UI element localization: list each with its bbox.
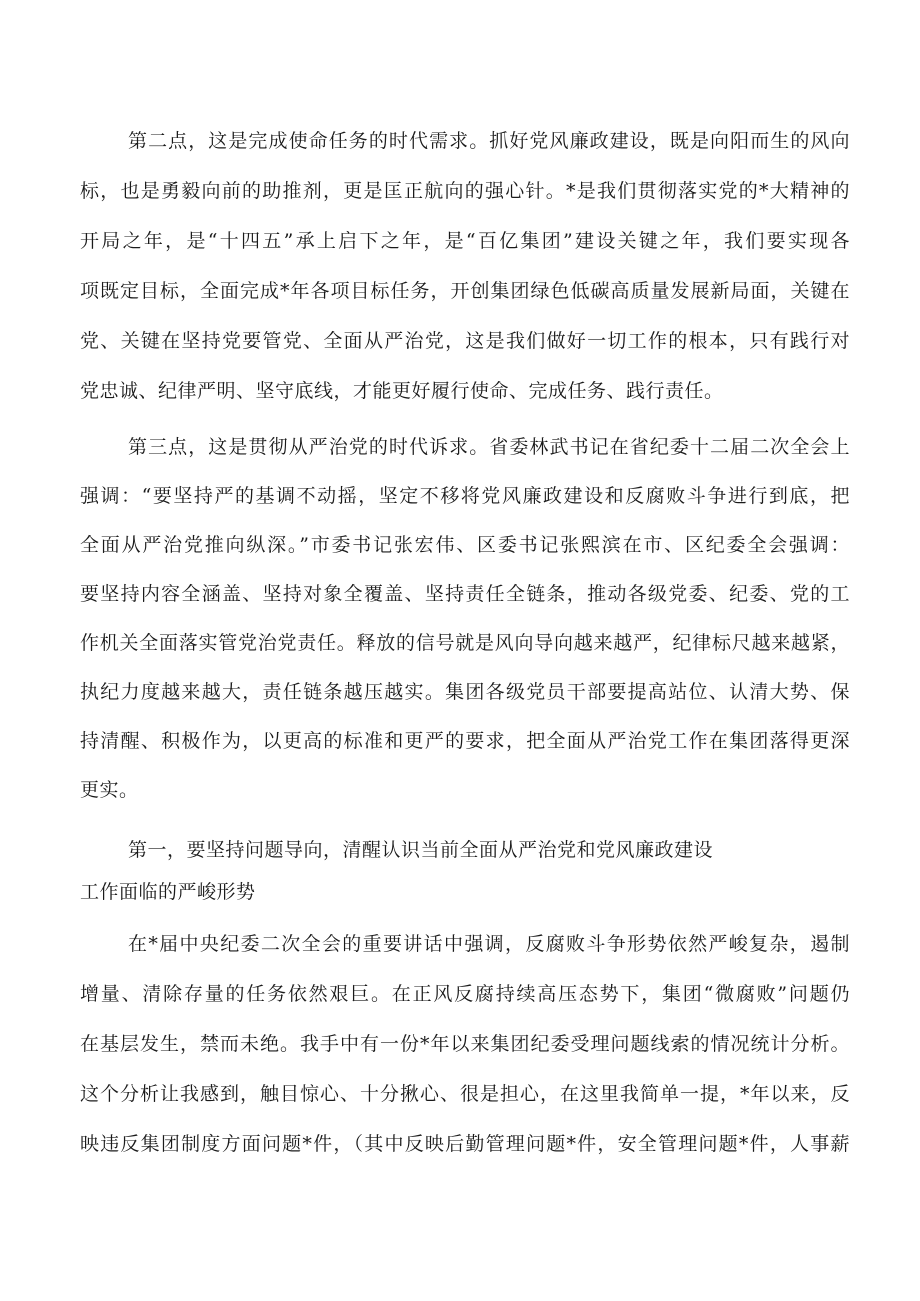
text-line: 第三点，这是贯彻从严治党的时代诉求。省委林武书记在省纪委十二届二次全会上	[128, 436, 850, 458]
text-line: 党忠诚、纪律严明、坚守底线，才能更好履行使命、完成任务、践行责任。	[80, 380, 724, 402]
text-line: 要坚持内容全涵盖、坚持对象全覆盖、坚持责任全链条，推动各级党委、纪委、党的工	[80, 583, 850, 605]
text-line: 映违反集团制度方面问题*件，（其中反映后勤管理问题*件，安全管理问题*件，人事薪	[80, 1133, 850, 1155]
heading-line: 工作面临的严峻形势	[80, 881, 256, 903]
text-line: 标，也是勇毅向前的助推剂，更是匡正航向的强心针。*是我们贯彻落实党的*大精神的	[80, 180, 850, 202]
text-line: 全面从严治党推向纵深。”市委书记张宏伟、区委书记张熙滨在市、区纪委全会强调：	[80, 534, 850, 556]
heading-line: 第一，要坚持问题导向，清醒认识当前全面从严治党和党风廉政建设	[128, 839, 714, 861]
text-line: 增量、清除存量的任务依然艰巨。在正风反腐持续高压态势下，集团“微腐败”问题仍	[80, 983, 850, 1005]
text-line: 开局之年，是“十四五”承上启下之年，是“百亿集团”建设关键之年，我们要实现各	[80, 230, 850, 252]
text-line: 在基层发生，禁而未绝。我手中有一份*年以来集团纪委受理问题线索的情况统计分析。	[80, 1033, 850, 1055]
text-line: 作机关全面落实管党治党责任。释放的信号就是风向导向越来越严，纪律标尺越来越紧，	[80, 632, 850, 654]
text-line: 项既定目标，全面完成*年各项目标任务，开创集团绿色低碳高质量发展新局面，关键在	[80, 280, 850, 302]
text-line: 在*届中央纪委二次全会的重要讲话中强调，反腐败斗争形势依然严峻复杂，遏制	[128, 933, 850, 955]
text-line: 强调：“要坚持严的基调不动摇，坚定不移将党风廉政建设和反腐败斗争进行到底，把	[80, 485, 850, 507]
text-line: 党、关键在坚持党要管党、全面从严治党，这是我们做好一切工作的根本，只有践行对	[80, 330, 850, 352]
text-line: 这个分析让我感到，触目惊心、十分揪心、很是担心，在这里我简单一提，*年以来，反	[80, 1083, 850, 1105]
text-line: 第二点，这是完成使命任务的时代需求。抓好党风廉政建设，既是向阳而生的风向	[128, 130, 850, 152]
text-line: 执纪力度越来越大，责任链条越压越实。集团各级党员干部要提高站位、认清大势、保	[80, 681, 850, 703]
text-line: 持清醒、积极作为，以更高的标准和更严的要求，把全面从严治党工作在集团落得更深	[80, 730, 850, 752]
text-line: 更实。	[80, 779, 139, 801]
